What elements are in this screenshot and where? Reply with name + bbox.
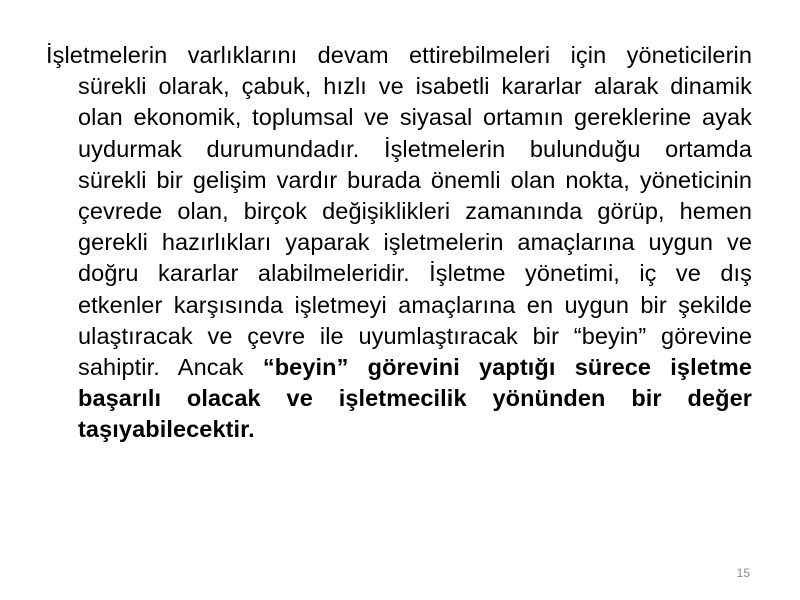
paragraph-bold-text: “beyin” görevini yaptığı sürece işletme başarılı olacak ve işletmecilik yönünden bir değer taşıyabilecektir.	[78, 354, 752, 443]
paragraph-regular-text: İşletmelerin varlıklarını devam ettirebilmeleri için yöneticilerin sürekli olarak, çabuk, hızlı ve isabetli kararlar alarak dinamik olan ekonomik, toplumsal ve siyasal ortamın gereklerine ayak uydurmak durumundadır. İşletmelerin bulunduğu ortamda sürekli bir gelişim vardır burada önemli olan nokta, yöneticinin çevrede olan, birçok değişiklikleri zamanında görüp, hemen gerekli hazırlıkları yaparak işletmelerin amaçlarına uygun ve doğru kararlar alabilmeleridir. İşletme yönetimi, iç ve dış etkenler karşısında işletmeyi amaçlarına en uygun bir şekilde ulaştıracak ve çevre ile uyumlaştıracak bir “beyin” görevine sahiptir. Ancak	[46, 42, 752, 381]
page-number: 15	[736, 566, 750, 580]
body-paragraph	[46, 40, 752, 446]
bullet-block	[46, 40, 752, 446]
